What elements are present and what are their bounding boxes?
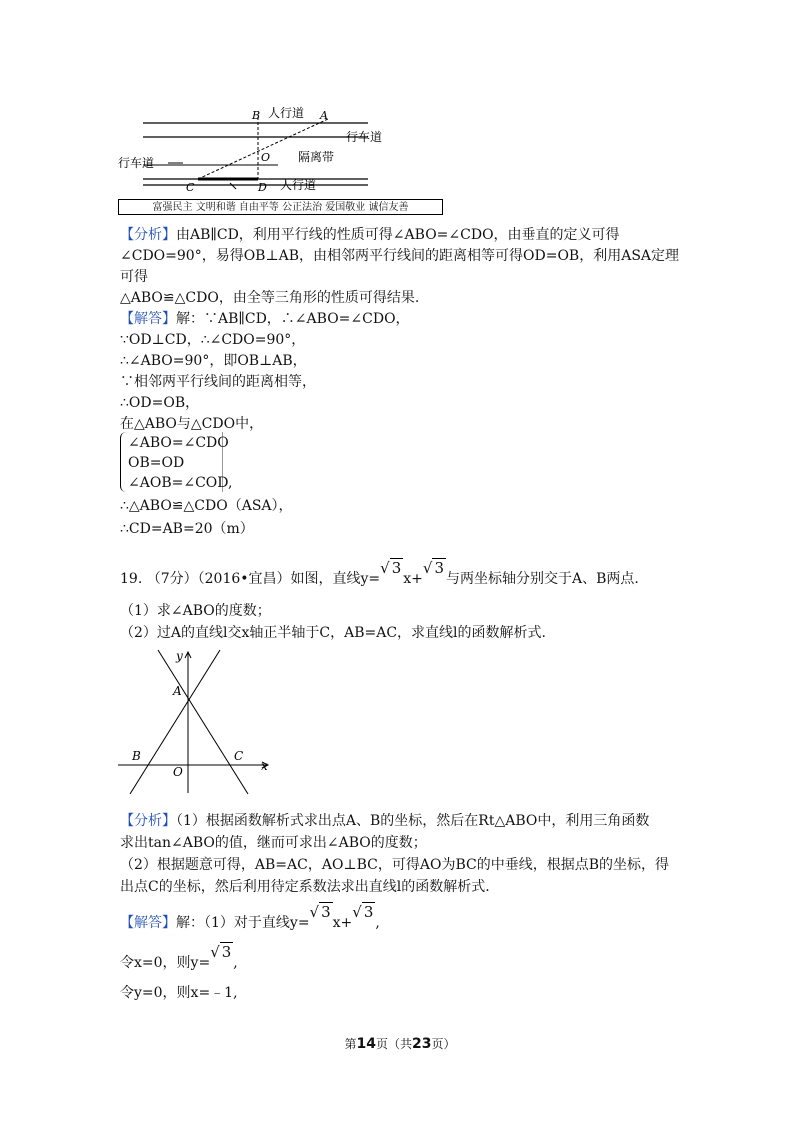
solution1-line4: ∵相邻两平行线间的距离相等， [120,374,316,390]
point-b-label: B [132,749,141,763]
page-total: 23 [412,1036,432,1052]
analysis2-line1: 【分析】（1）根据函数解析式求出点A、B的坐标，然后在Rt△ABO中，利用三角函数 [120,813,650,829]
solution-tag: 【解答】 [120,915,176,931]
question-meta: （7分）（2016•宜昌）如图，直线y= [146,571,381,587]
sqrt-3: √ 3 [210,943,232,961]
sqrt-3: √ 3 [422,559,445,577]
system-line1: ∠ABO=∠CDO [128,435,229,451]
solution2-line2: 令x=0，则y=√ 3, [120,943,238,971]
origin-label: O [173,765,183,779]
sqrt-3: √ 3 [352,903,374,921]
solution1-line1: 【解答】解：∵AB∥CD，∴∠ABO=∠CDO， [120,311,410,327]
analysis1-line3: 可得 [120,269,148,285]
page-number: 14 [356,1036,376,1052]
slogan-banner: 富强民主 文明和谐 自由平等 公正法治 爱国敬业 诚信友善 [118,199,443,215]
axis-x-label: x [261,759,268,773]
sqrt-3: √ 3 [380,559,402,577]
solution1-line7: ∴△ABO≌△CDO（ASA）， [120,498,293,514]
sidewalk-top-label: 人行道 [268,106,305,120]
question-19: 19. （7分）（2016•宜昌）如图，直线y=√ 3x+√ 3与两坐标轴分别交于A、B两点. [120,559,639,587]
solution2-line1: 【解答】解：（1）对于直线y=√ 3x+√ 3, [120,903,380,931]
point-a-label: A [173,684,182,698]
solution1-line6: 在△ABO与△CDO中， [120,416,264,432]
label-d: D [258,181,267,194]
analysis-tag: 【分析】 [120,813,176,829]
analysis1-line4: △ABO≌△CDO，由全等三角形的性质可得结果. [120,290,420,306]
analysis1-line1: 【分析】由AB∥CD，利用平行线的性质可得∠ABO=∠CDO，由垂直的定义可得 [120,227,620,243]
analysis1-line2: ∠CDO=90°，易得OB⊥AB，由相邻两平行线间的距离相等可得OD=OB，利用ASA定理 [120,248,680,264]
road-right-label: 行车道 [346,130,383,144]
axis-y-label: y [176,649,183,663]
solution1-line8: ∴CD=AB=20（m） [120,521,254,537]
solution2-line3: 令y=0，则x=﹣1, [120,985,238,1001]
label-b: B [252,109,261,122]
analysis2-line2: 求出tan∠ABO的值，继而可求出∠ABO的度数； [120,835,427,851]
solution1-line3: ∴∠ABO=90°，即OB⊥AB， [120,353,307,369]
solution1-line2: ∵OD⊥CD，∴∠CDO=90°， [120,332,306,348]
point-c-label: C [234,749,244,763]
label-a: A [320,109,328,122]
road-left-label: 行车道 [118,156,155,170]
label-o: O [261,151,271,164]
system-line3: ∠AOB=∠COD, [128,475,233,491]
solution-tag: 【解答】 [120,311,176,327]
sidewalk-bottom-label: 人行道 [280,178,317,192]
divider-label: 隔离带 [298,150,335,164]
label-c: C [186,181,195,194]
coordinate-graph [118,648,278,798]
sqrt-3: √ 3 [309,903,331,921]
question-19-part2: （2）过A的直线l交x轴正半轴于C，AB=AC，求直线l的函数解析式. [120,625,546,641]
solution1-line5: ∴OD=OB， [120,395,200,411]
question-19-part1: （1）求∠ABO的度数； [120,603,271,619]
system-line2: OB=OD [128,455,185,471]
question-number: 19. [120,571,143,587]
analysis-tag: 【分析】 [120,227,176,243]
analysis2-line4: 出点C的坐标，然后利用待定系数法求出直线l的函数解析式. [120,879,490,895]
page-footer: 第14页（共23页） [344,1036,456,1052]
analysis2-line3: （2）根据题意可得，AB=AC，AO⊥BC，可得AO为BC的中垂线，根据点B的坐标，得 [120,857,670,873]
